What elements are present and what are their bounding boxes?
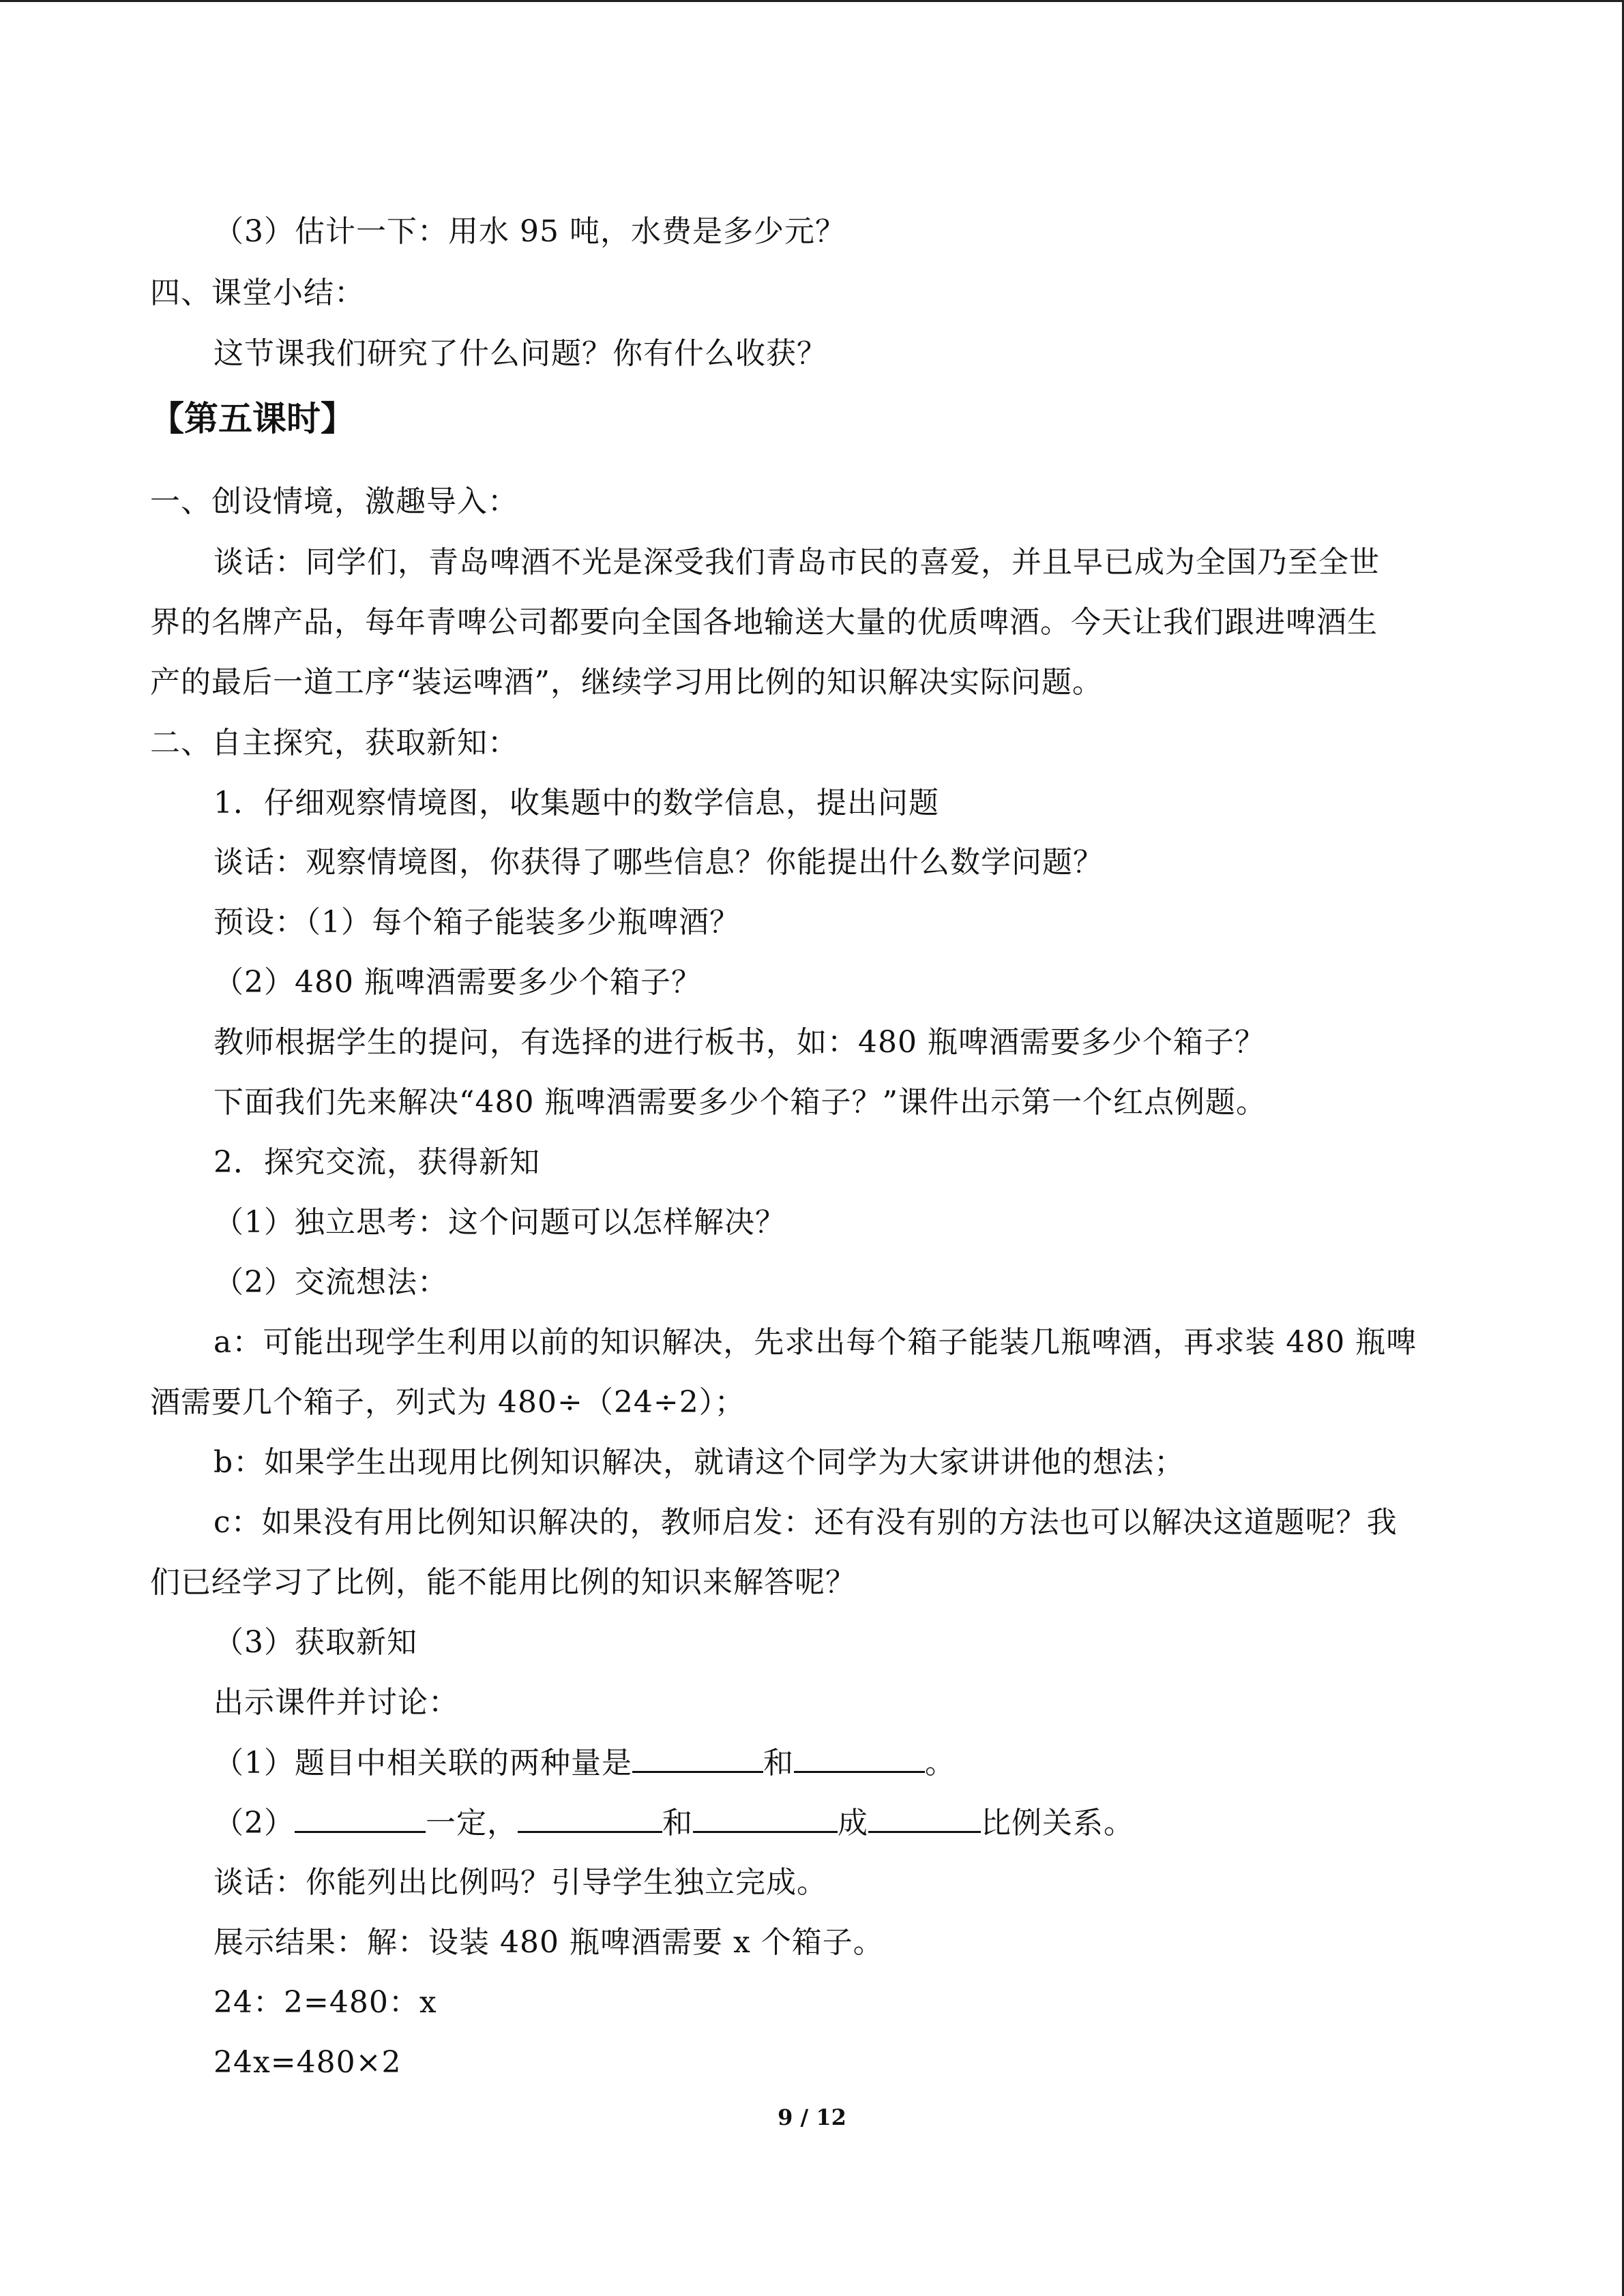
text-segment: （2） bbox=[213, 1806, 295, 1840]
page-number: 9 / 12 bbox=[778, 2104, 846, 2130]
text-line: 2．探究交流，获得新知 bbox=[213, 1145, 540, 1180]
text-line: （1）独立思考：这个问题可以怎样解决？ bbox=[213, 1205, 786, 1240]
text-segment: 成 bbox=[838, 1806, 868, 1840]
text-line: a：可能出现学生利用以前的知识解决，先求出每个箱子能装几瓶啤酒，再求装 480 瓶啤 bbox=[213, 1325, 1417, 1360]
text-line: 谈话：观察情境图，你获得了哪些信息？你能提出什么数学问题？ bbox=[213, 845, 1104, 880]
answer-blank[interactable] bbox=[868, 1804, 981, 1833]
answer-blank[interactable] bbox=[518, 1804, 662, 1833]
text-segment: 一定， bbox=[426, 1806, 518, 1840]
text-line: 教师根据学生的提问，有选择的进行板书，如：480 瓶啤酒需要多少个箱子？ bbox=[213, 1025, 1265, 1060]
text-line: （3）估计一下：用水 95 吨，水费是多少元？ bbox=[213, 214, 846, 249]
text-line: 下面我们先来解决“480 瓶啤酒需要多少个箱子？”课件出示第一个红点例题。 bbox=[213, 1085, 1267, 1120]
lesson-title: 【第五课时】 bbox=[150, 399, 355, 438]
text-line: 谈话：同学们，青岛啤酒不光是深受我们青岛市民的喜爱，并且早已成为全国乃至全世 bbox=[213, 545, 1380, 580]
text-line: （3）获取新知 bbox=[213, 1625, 417, 1660]
fill-blank-question-1 bbox=[213, 1744, 956, 1783]
text-line: 们已经学习了比例，能不能用比例的知识来解答呢？ bbox=[150, 1565, 856, 1600]
fill-blank-question-2 bbox=[213, 1804, 1134, 1843]
text-line: 1．仔细观察情境图，收集题中的数学信息，提出问题 bbox=[213, 786, 939, 820]
equation-line: 24x=480×2 bbox=[213, 2045, 402, 2080]
text-segment: 和 bbox=[662, 1806, 693, 1840]
text-line: 酒需要几个箱子，列式为 480÷（24÷2）； bbox=[150, 1385, 745, 1420]
text-line: b：如果学生出现用比例知识解决，就请这个同学为大家讲讲他的想法； bbox=[213, 1445, 1185, 1480]
text-line: 这节课我们研究了什么问题？你有什么收获？ bbox=[213, 336, 827, 371]
text-line: （2）480 瓶啤酒需要多少个箱子？ bbox=[213, 965, 702, 1000]
answer-blank[interactable] bbox=[693, 1804, 838, 1833]
answer-blank[interactable] bbox=[794, 1744, 925, 1773]
text-line: 产的最后一道工序“装运啤酒”，继续学习用比例的知识解决实际问题。 bbox=[150, 665, 1103, 700]
equation-line: 24：2=480：x bbox=[213, 1985, 437, 2020]
text-line: 界的名牌产品，每年青啤公司都要向全国各地输送大量的优质啤酒。今天让我们跟进啤酒生 bbox=[150, 605, 1378, 640]
text-segment: 比例关系。 bbox=[981, 1806, 1134, 1840]
text-line: 展示结果：解：设装 480 瓶啤酒需要 x 个箱子。 bbox=[213, 1925, 884, 1960]
text-line: c：如果没有用比例知识解决的，教师启发：还有没有别的方法也可以解决这道题呢？我 bbox=[213, 1505, 1398, 1540]
text-segment: 。 bbox=[925, 1746, 956, 1780]
answer-blank[interactable] bbox=[295, 1804, 426, 1833]
text-segment: （1）题目中相关联的两种量是 bbox=[213, 1746, 632, 1780]
text-line: （2）交流想法： bbox=[213, 1265, 448, 1300]
section-heading: 二、自主探究，获取新知： bbox=[150, 726, 518, 760]
answer-blank[interactable] bbox=[632, 1744, 763, 1773]
text-line: 预设：（1）每个箱子能装多少瓶啤酒？ bbox=[213, 905, 740, 940]
text-segment: 和 bbox=[763, 1746, 794, 1780]
section-heading: 四、课堂小结： bbox=[150, 275, 365, 310]
text-line: 谈话：你能列出比例吗？引导学生独立完成。 bbox=[213, 1865, 827, 1900]
section-heading: 一、创设情境，激趣导入： bbox=[150, 484, 518, 519]
text-line: 出示课件并讨论： bbox=[213, 1685, 459, 1720]
